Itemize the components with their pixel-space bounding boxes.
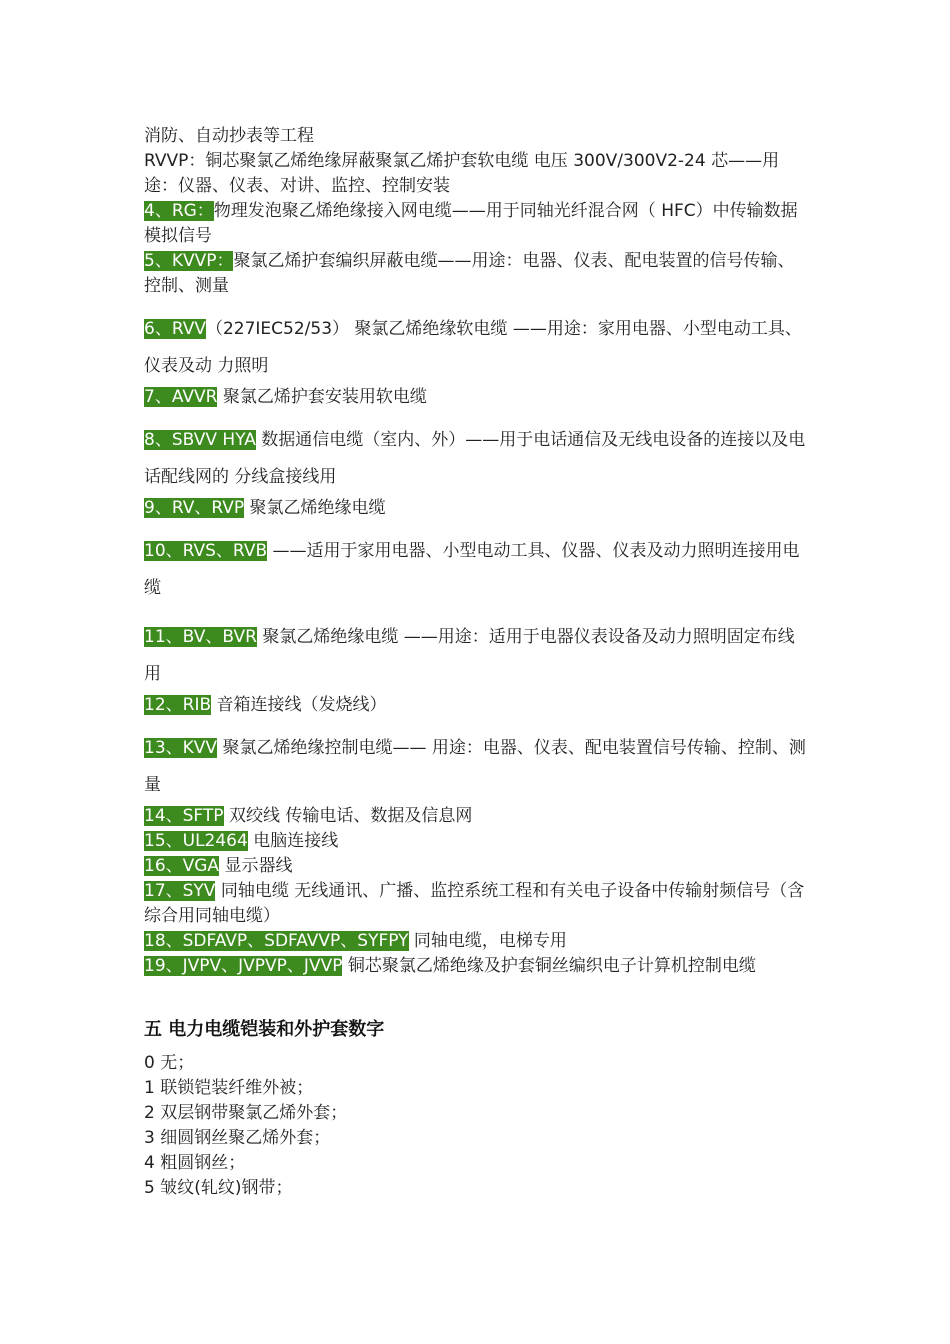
cable-item-sftp — [144, 804, 808, 829]
cable-item-avvr — [144, 385, 808, 410]
armor-code-line: 3 细圆钢丝聚乙烯外套； — [144, 1128, 331, 1148]
cable-desc: 同轴电缆，电梯专用 — [408, 931, 567, 951]
cable-code: 15、UL2464 — [144, 831, 248, 851]
cable-desc: 音箱连接线（发烧线） — [211, 695, 387, 715]
cable-desc: 铜芯聚氯乙烯绝缘及护套铜丝编织电子计算机控制电缆 — [342, 956, 756, 976]
cable-code: 18、SDFAVP、SDFAVVP、SYFPY — [144, 931, 409, 951]
armor-code-line: 5 皱纹(轧纹)钢带； — [144, 1178, 293, 1198]
cable-item-rvs — [144, 533, 808, 607]
cable-desc: 双绞线 传输电话、数据及信息网 — [223, 806, 473, 826]
cable-code: 19、JVPV、JVPVP、JVVP — [144, 956, 343, 976]
armor-code-line: 0 无； — [144, 1053, 195, 1073]
cable-item-sdfavp — [144, 929, 808, 954]
cable-item-sbvv — [144, 422, 808, 496]
cable-item-rv — [144, 496, 808, 521]
cable-desc: （227IEC52/53） 聚氯乙烯绝缘软电缆 ——用途：家用电器、小型电动工具、仪表及动 力照明 — [144, 319, 802, 376]
cable-code: 8、SBVV HYA — [144, 430, 256, 450]
cable-desc: ——适用于家用电器、小型电动工具、仪器、仪表及动力照明连接用电缆 — [144, 541, 800, 598]
cable-desc: 电脑连接线 — [247, 831, 339, 851]
cable-code: 4、RG： — [144, 201, 214, 221]
cable-code: 11、BV、BVR — [144, 627, 257, 647]
document-body — [144, 124, 808, 1201]
cable-item-bv — [144, 619, 808, 693]
armor-code-line: 2 双层钢带聚氯乙烯外套； — [144, 1103, 348, 1123]
cable-code: 10、RVS、RVB — [144, 541, 268, 561]
cable-desc: 聚氯乙烯绝缘电缆 — [244, 498, 386, 518]
armor-code-line: 4 粗圆钢丝； — [144, 1153, 246, 1173]
cable-code: 17、SYV — [144, 881, 216, 901]
cable-item-vga — [144, 854, 808, 879]
cable-desc: 同轴电缆 无线通讯、广播、监控系统工程和有关电子设备中传输射频信号（含综合用同轴电缆） — [144, 881, 805, 926]
cable-desc: 显示器线 — [219, 856, 293, 876]
intro-line: 消防、自动抄表等工程 — [144, 126, 314, 146]
rvvp-paragraph: RVVP：铜芯聚氯乙烯绝缘屏蔽聚氯乙烯护套软电缆 电压 300V/300V2-24 芯——用途：仪器、仪表、对讲、监控、控制安装 — [144, 151, 780, 196]
cable-code: 5、KVVP： — [144, 251, 234, 271]
cable-desc: 聚氯乙烯护套安装用软电缆 — [217, 387, 427, 407]
cable-item-jvpv — [144, 954, 808, 979]
cable-item-rvv — [144, 311, 808, 385]
cable-desc: 数据通信电缆（室内、外）——用于电话通信及无线电设备的连接以及电话配线网的 分线盒接线用 — [144, 430, 806, 487]
armor-code-line: 1 联锁铠装纤维外被； — [144, 1078, 314, 1098]
cable-item-ul2464 — [144, 829, 808, 854]
cable-code: 12、RIB — [144, 695, 212, 715]
cable-code: 7、AVVR — [144, 387, 218, 407]
cable-code: 13、KVV — [144, 738, 218, 758]
cable-desc: 聚氯乙烯护套编织屏蔽电缆——用途：电器、仪表、配电装置的信号传输、控制、测量 — [144, 251, 795, 296]
cable-code: 6、RVV — [144, 319, 206, 339]
cable-item-kvv — [144, 730, 808, 804]
cable-code: 9、RV、RVP — [144, 498, 245, 518]
cable-desc: 物理发泡聚乙烯绝缘接入网电缆——用于同轴光纤混合网（ HFC）中传输数据模拟信号 — [144, 201, 798, 246]
cable-item-rg — [144, 199, 808, 249]
cable-desc: 聚氯乙烯绝缘控制电缆—— 用途：电器、仪表、配电装置信号传输、控制、测量 — [144, 738, 806, 795]
cable-item-kvvp — [144, 249, 808, 299]
cable-code: 16、VGA — [144, 856, 220, 876]
cable-desc: 聚氯乙烯绝缘电缆 ——用途：适用于电器仪表设备及动力照明固定布线用 — [144, 627, 795, 684]
cable-code: 14、SFTP — [144, 806, 224, 826]
cable-item-syv — [144, 879, 808, 929]
cable-item-rib — [144, 693, 808, 718]
section-title: 五 电力电缆铠装和外护套数字 — [144, 1019, 385, 1040]
